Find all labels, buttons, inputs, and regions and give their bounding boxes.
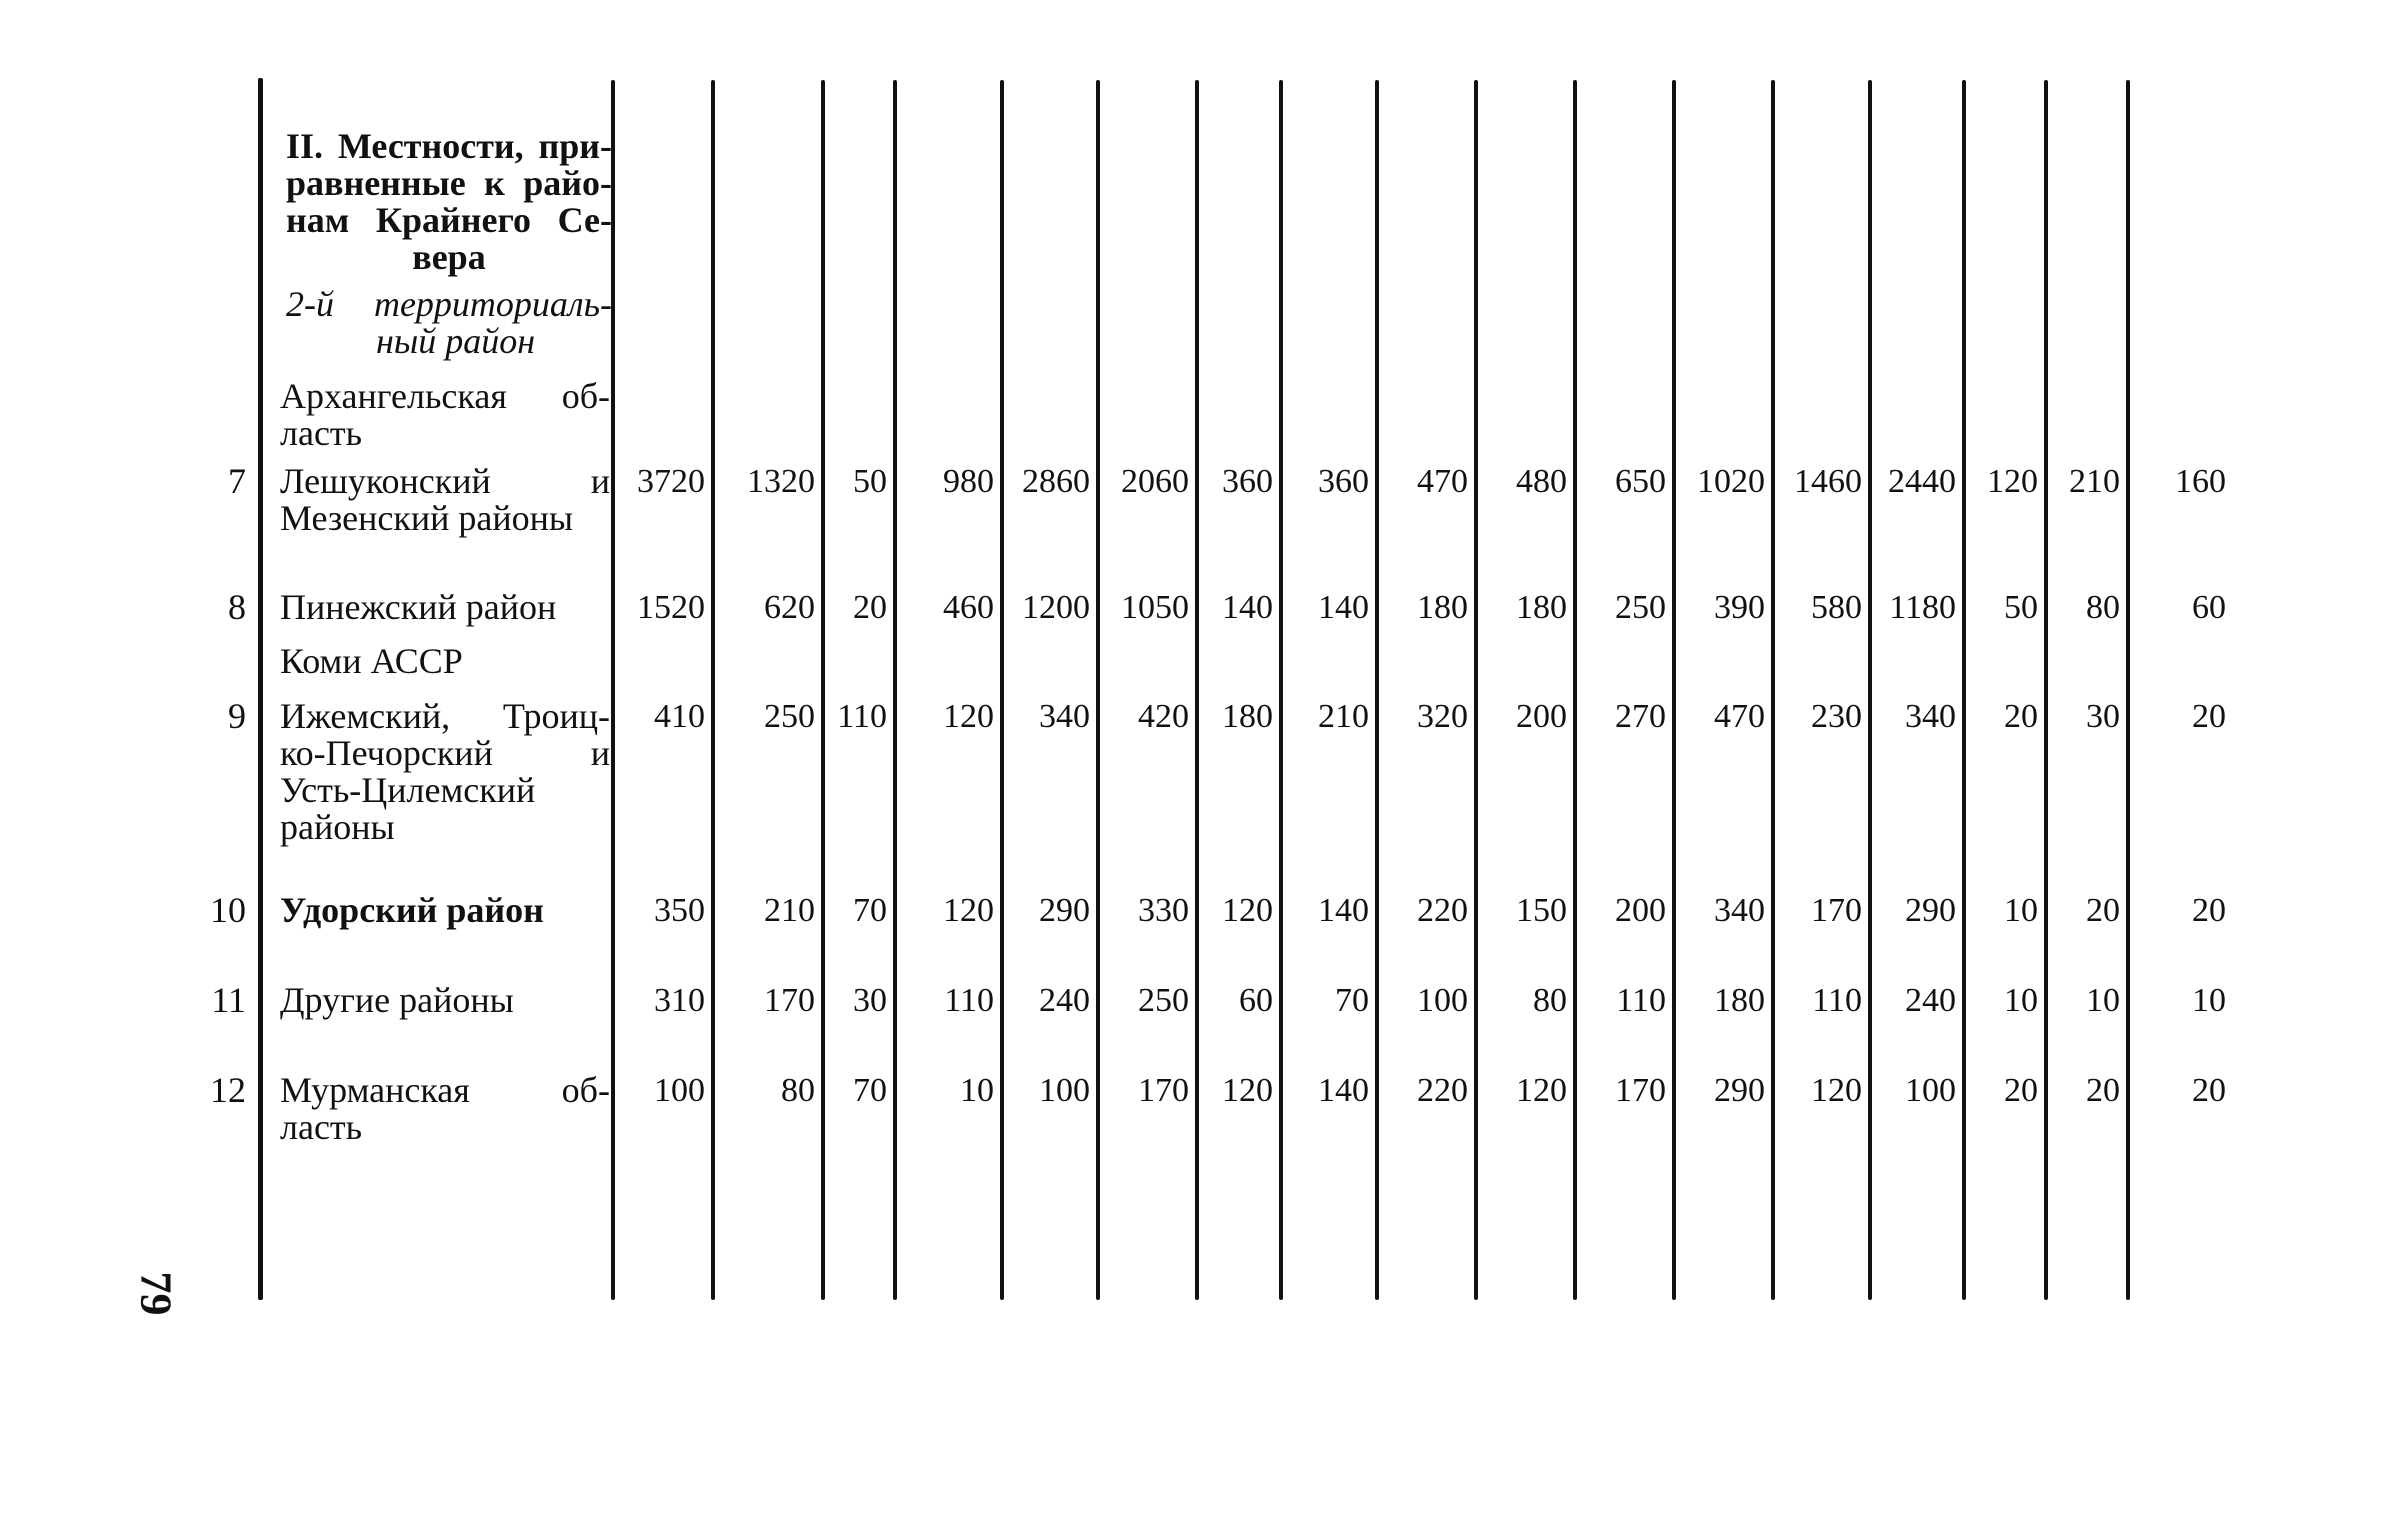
table-cell: 1180	[1889, 589, 1956, 626]
table-cell: 980	[943, 463, 994, 500]
table-cell: 20	[2004, 1072, 2038, 1109]
table-cell: 110	[1616, 982, 1666, 1019]
table-cell: 580	[1811, 589, 1862, 626]
row-number: 7	[228, 461, 246, 501]
table-cell: 240	[1905, 982, 1956, 1019]
table-cell: 220	[1417, 1072, 1468, 1109]
column-rule	[893, 80, 897, 1300]
table-cell: 180	[1222, 698, 1273, 735]
table-cell: 330	[1138, 892, 1189, 929]
table-cell: 470	[1417, 463, 1468, 500]
table-cell: 170	[764, 982, 815, 1019]
table-cell: 170	[1138, 1072, 1189, 1109]
table-cell: 100	[1039, 1072, 1090, 1109]
subsection-heading	[286, 286, 612, 360]
heading-line: ный район	[376, 321, 536, 361]
table-cell: 1050	[1121, 589, 1189, 626]
label-line: ласть	[280, 1107, 363, 1147]
table-cell: 220	[1417, 892, 1468, 929]
table-cell: 80	[1533, 982, 1567, 1019]
row-label	[280, 1072, 610, 1146]
table-cell: 50	[2004, 589, 2038, 626]
table-cell: 290	[1714, 1072, 1765, 1109]
heading-line: нам Крайнего Се-	[286, 200, 612, 240]
table-cell: 340	[1714, 892, 1765, 929]
table-cell: 100	[654, 1072, 705, 1109]
table-cell: 1520	[637, 589, 705, 626]
heading-line: вера	[412, 237, 486, 277]
row-number: 12	[210, 1070, 246, 1110]
table-cell: 80	[2086, 589, 2120, 626]
column-rule	[1962, 80, 1966, 1300]
table-cell: 20	[2004, 698, 2038, 735]
table-cell: 20	[853, 589, 887, 626]
table-cell: 10	[2086, 982, 2120, 1019]
table-cell: 340	[1905, 698, 1956, 735]
label-line: Лешуконский и	[280, 461, 610, 501]
column-rule	[821, 80, 825, 1300]
label-line: Ижемский, Троиц-	[280, 696, 610, 736]
row-label	[280, 982, 610, 1019]
table-cell: 10	[2004, 982, 2038, 1019]
table-cell: 160	[2175, 463, 2226, 500]
table-cell: 120	[943, 892, 994, 929]
table-cell: 100	[1417, 982, 1468, 1019]
table-cell: 200	[1615, 892, 1666, 929]
table-cell: 3720	[637, 463, 705, 500]
heading-line: 2-й территориаль-	[286, 284, 612, 324]
table-cell: 20	[2192, 1072, 2226, 1109]
table-cell: 480	[1516, 463, 1567, 500]
table-cell: 1320	[747, 463, 815, 500]
column-rule	[1279, 80, 1283, 1300]
table-cell: 110	[944, 982, 994, 1019]
table-cell: 120	[943, 698, 994, 735]
group-label	[280, 643, 610, 680]
table-cell: 410	[654, 698, 705, 735]
column-rule	[258, 78, 263, 1300]
table-cell: 1200	[1022, 589, 1090, 626]
table-cell: 2860	[1022, 463, 1090, 500]
table-cell: 100	[1905, 1072, 1956, 1109]
column-rule	[1474, 80, 1478, 1300]
column-rule	[1771, 80, 1775, 1300]
label-line: Мезенский районы	[280, 498, 574, 538]
table-cell: 340	[1039, 698, 1090, 735]
column-rule	[2044, 80, 2048, 1300]
table-cell: 360	[1222, 463, 1273, 500]
table-cell: 200	[1516, 698, 1567, 735]
table-cell: 210	[2069, 463, 2120, 500]
column-rule	[1573, 80, 1577, 1300]
row-label	[280, 892, 610, 929]
table-cell: 240	[1039, 982, 1090, 1019]
table-cell: 120	[1811, 1072, 1862, 1109]
table-cell: 70	[853, 892, 887, 929]
section-heading	[286, 128, 612, 276]
table-cell: 50	[853, 463, 887, 500]
table-cell: 30	[853, 982, 887, 1019]
table-cell: 420	[1138, 698, 1189, 735]
row-label	[280, 589, 610, 626]
table-cell: 10	[2192, 982, 2226, 1019]
table-cell: 230	[1811, 698, 1862, 735]
table-cell: 120	[1516, 1072, 1567, 1109]
row-number: 8	[228, 587, 246, 627]
table-cell: 250	[1615, 589, 1666, 626]
table-cell: 210	[764, 892, 815, 929]
table-cell: 120	[1987, 463, 2038, 500]
column-rule	[1195, 80, 1199, 1300]
label-line: Коми АССР	[280, 641, 463, 681]
table-cell: 180	[1714, 982, 1765, 1019]
table-cell: 10	[2004, 892, 2038, 929]
table-cell: 310	[654, 982, 705, 1019]
table-cell: 650	[1615, 463, 1666, 500]
table-cell: 470	[1714, 698, 1765, 735]
column-rule	[1096, 80, 1100, 1300]
label-line: Архангельская об-	[280, 376, 610, 416]
column-rule	[2126, 80, 2130, 1300]
label-line: Усть-Цилемский	[280, 770, 536, 810]
table-cell: 180	[1417, 589, 1468, 626]
table-cell: 140	[1318, 892, 1369, 929]
row-number: 10	[210, 890, 246, 930]
label-line: Другие районы	[280, 980, 514, 1020]
row-label	[280, 463, 610, 537]
table-cell: 290	[1039, 892, 1090, 929]
label-line: ко-Печорский и	[280, 733, 610, 773]
table-cell: 170	[1811, 892, 1862, 929]
label-line: районы	[280, 807, 395, 847]
table-cell: 120	[1222, 892, 1273, 929]
table-cell: 70	[853, 1072, 887, 1109]
table-cell: 460	[943, 589, 994, 626]
table-cell: 70	[1335, 982, 1369, 1019]
table-cell: 2060	[1121, 463, 1189, 500]
heading-line: II. Местности, при-	[286, 126, 612, 166]
table-cell: 390	[1714, 589, 1765, 626]
table-cell: 180	[1516, 589, 1567, 626]
label-line: Мурманская об-	[280, 1070, 610, 1110]
label-line: Удорский район	[280, 890, 544, 930]
table-cell: 150	[1516, 892, 1567, 929]
table-cell: 360	[1318, 463, 1369, 500]
table-cell: 20	[2192, 892, 2226, 929]
table-cell: 140	[1318, 1072, 1369, 1109]
table-cell: 60	[2192, 589, 2226, 626]
table-cell: 20	[2086, 892, 2120, 929]
table-cell: 270	[1615, 698, 1666, 735]
table-cell: 350	[654, 892, 705, 929]
table-cell: 250	[764, 698, 815, 735]
table-cell: 20	[2192, 698, 2226, 735]
table-cell: 140	[1318, 589, 1369, 626]
column-rule	[711, 80, 715, 1300]
table-cell: 110	[837, 698, 887, 735]
row-number: 11	[211, 980, 246, 1020]
table-cell: 20	[2086, 1072, 2120, 1109]
table-cell: 120	[1222, 1072, 1273, 1109]
table-cell: 290	[1905, 892, 1956, 929]
table-cell: 250	[1138, 982, 1189, 1019]
table-cell: 170	[1615, 1072, 1666, 1109]
row-number: 9	[228, 696, 246, 736]
heading-line: равненные к райо-	[286, 163, 612, 203]
row-label	[280, 698, 610, 846]
label-line: Пинежский район	[280, 587, 557, 627]
table-cell: 210	[1318, 698, 1369, 735]
table-cell: 10	[960, 1072, 994, 1109]
table-cell: 2440	[1888, 463, 1956, 500]
column-rule	[1375, 80, 1379, 1300]
column-rule	[1868, 80, 1872, 1300]
label-line: ласть	[280, 413, 363, 453]
column-rule	[1672, 80, 1676, 1300]
group-label	[280, 378, 610, 452]
table-cell: 110	[1812, 982, 1862, 1019]
table-cell: 60	[1239, 982, 1273, 1019]
table-cell: 30	[2086, 698, 2120, 735]
table-cell: 1460	[1794, 463, 1862, 500]
table-cell: 140	[1222, 589, 1273, 626]
page-number: 79	[131, 1271, 181, 1316]
column-rule	[1000, 80, 1004, 1300]
table-cell: 1020	[1697, 463, 1765, 500]
table-cell: 620	[764, 589, 815, 626]
table-cell: 80	[781, 1072, 815, 1109]
table-cell: 320	[1417, 698, 1468, 735]
